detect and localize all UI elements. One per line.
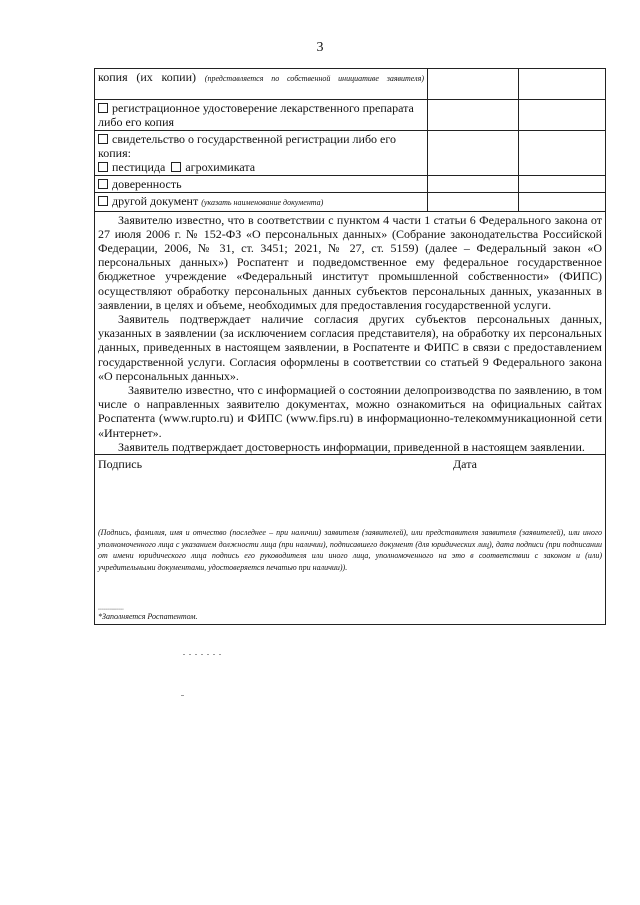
print-mark: ▪▪▪▪▪▪▪▪▪▪▪▪▪▪▪▪▪▪▪▪▪▪▪▪ xyxy=(98,607,124,611)
page-number: 3 xyxy=(316,40,324,55)
row-label-main: регистрационное удостоверение лекарственного препарата либо его копия xyxy=(98,100,414,129)
table-cell xyxy=(428,192,519,211)
signature-row xyxy=(95,455,605,475)
table-cell xyxy=(519,130,606,175)
table-row xyxy=(95,69,605,99)
checkbox[interactable] xyxy=(171,162,181,172)
table-row xyxy=(95,99,605,130)
signature-note: (Подпись, фамилия, имя и отчество (последнее – при наличии) заявителя (заявителей), или представителя заявителя (заявителей), или иного уполномоченного лица с указанием должности лица (при наличии), подписавшего документ (для юридических лиц), дата подписи (при подписании от имени юридического лица подпись его руководителя или иного лица, уполномоченного на это в соответствии с законом и (или) учредительными документами, удостоверяется печатью при наличии)). xyxy=(98,528,602,572)
option-agrochemical: агрохимиката xyxy=(185,159,256,174)
row-power-of-attorney xyxy=(95,175,428,192)
row-copy-label xyxy=(95,69,428,99)
attachments-table xyxy=(95,69,605,212)
document-form xyxy=(94,68,606,625)
table-cell xyxy=(519,192,606,211)
checkbox[interactable] xyxy=(98,162,108,172)
table-cell xyxy=(428,130,519,175)
statement-paragraph: Заявитель подтверждает достоверность информации, приведенной в настоящем заявлении. xyxy=(118,439,585,454)
table-row xyxy=(95,175,605,192)
statement-paragraph: Заявитель подтверждает наличие согласия других субъектов персональных данных, указанных в заявлении (за исключением согласия представителя), на обработку их персональных данных, приведенных в настоящем заявлении, в Роспатенте и ФИПС в связи с предоставлением государственной услуги. Согласия оформлены в соответствии со статьей 9 Федерального закона «О персональных данных». xyxy=(98,311,602,383)
row-label-note: (представляется по собственной инициативе заявителя) xyxy=(204,74,425,83)
scan-mark xyxy=(183,654,223,655)
row-registration-certificate xyxy=(95,99,428,130)
table-row xyxy=(95,130,605,175)
table-cell xyxy=(519,175,606,192)
checkbox[interactable] xyxy=(98,134,108,144)
option-pesticide: пестицида xyxy=(112,159,166,174)
table-cell xyxy=(428,99,519,130)
applicant-statement xyxy=(95,212,605,455)
date-label: Дата xyxy=(453,456,477,471)
row-label-note: (указать наименование документа) xyxy=(201,197,324,207)
row-label-main: копия (их копии) xyxy=(98,70,197,84)
table-cell xyxy=(519,69,606,99)
table-cell xyxy=(519,99,606,130)
footnote: *Заполняется Роспатентом. xyxy=(98,612,198,621)
table-cell xyxy=(428,69,519,99)
statement-paragraph: Заявителю известно, что с информацией о состоянии делопроизводства по заявлению, в том числе о направленных заявителю документах, можно ознакомиться на официальных сайтах Роспатента (www.rupto.ru) и ФИПС (www.fips.ru) в информационно-телекоммуникационной сети «Интернет». xyxy=(98,382,602,440)
row-other-document xyxy=(95,192,428,211)
statement-paragraph: Заявителю известно, что в соответствии с пунктом 4 части 1 статьи 6 Федерального закона от 27 июля 2006 г. № 152-ФЗ «О персональных данных» (Собрание законодательства Российской Федерации, 2006, № 31, ст. 3451; 2021, № 27, ст. 5159) (далее – Федеральный закон «О персональных данных») Роспатент и подведомственное ему федеральное государственное бюджетное учреждение «Федеральный институт промышленной собственности» (ФИПС) осуществляют обработку персональных данных субъектов персональных данных, указанных в заявлении, в целях и объеме, необходимых для предоставления государственной услуги. xyxy=(98,212,602,312)
row-label-main: свидетельство о государственной регистрации либо его копия: xyxy=(98,131,396,160)
row-label-main: другой документ xyxy=(112,193,199,208)
table-row xyxy=(95,192,605,211)
table-cell xyxy=(428,175,519,192)
scan-mark xyxy=(181,695,184,696)
signature-label: Подпись xyxy=(98,456,143,471)
checkbox[interactable] xyxy=(98,103,108,113)
row-state-registration xyxy=(95,130,428,175)
row-label-main: доверенность xyxy=(112,176,182,191)
checkbox[interactable] xyxy=(98,179,108,189)
checkbox[interactable] xyxy=(98,196,108,206)
